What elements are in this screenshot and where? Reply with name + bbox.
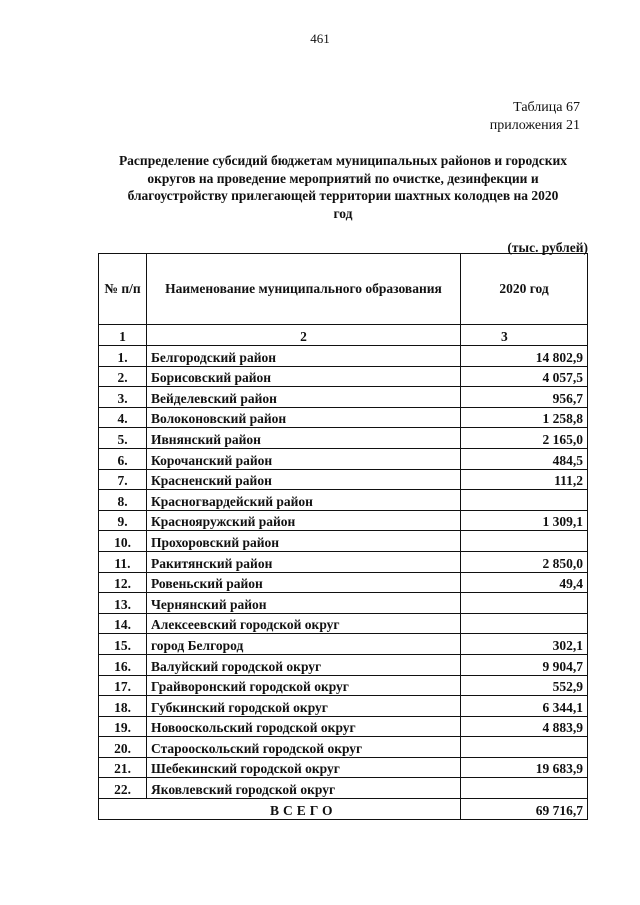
row-name: Старооскольский городской округ	[147, 737, 461, 758]
header-row	[99, 254, 588, 325]
row-number: 9.	[99, 510, 147, 531]
row-value: 9 904,7	[461, 654, 588, 675]
total-row	[99, 799, 588, 820]
header-year: 2020 год	[461, 254, 588, 325]
row-value: 2 165,0	[461, 428, 588, 449]
row-value: 552,9	[461, 675, 588, 696]
table-ref-line2: приложения 21	[489, 118, 580, 133]
document-title: Распределение субсидий бюджетам муниципальных районов и городских округов на проведение мероприятий по очистке, дезинфекции и благоустройству прилегающей территории шахтных колодцев на 2020 год	[118, 153, 568, 221]
table-row	[99, 346, 588, 367]
row-number: 5.	[99, 428, 147, 449]
column-index-row	[99, 325, 588, 346]
row-number: 2.	[99, 366, 147, 387]
header-num: № п/п	[99, 254, 147, 325]
row-name: город Белгород	[147, 634, 461, 655]
row-value: 49,4	[461, 572, 588, 593]
row-value: 1 258,8	[461, 407, 588, 428]
row-name: Белгородский район	[147, 346, 461, 367]
table-row	[99, 654, 588, 675]
row-number: 22.	[99, 778, 147, 799]
table-row	[99, 675, 588, 696]
row-number: 6.	[99, 448, 147, 469]
row-number: 19.	[99, 716, 147, 737]
table-row	[99, 387, 588, 408]
table-row	[99, 696, 588, 717]
row-name: Вейделевский район	[147, 387, 461, 408]
row-name: Грайворонский городской округ	[147, 675, 461, 696]
row-number: 13.	[99, 593, 147, 614]
row-number: 12.	[99, 572, 147, 593]
row-value: 1 309,1	[461, 510, 588, 531]
row-value: 4 883,9	[461, 716, 588, 737]
row-number: 4.	[99, 407, 147, 428]
row-value: 111,2	[461, 469, 588, 490]
table-row	[99, 551, 588, 572]
total-label: ВСЕГО	[147, 799, 461, 820]
row-number: 11.	[99, 551, 147, 572]
row-number: 15.	[99, 634, 147, 655]
table-ref-line1: Таблица 67	[513, 100, 580, 115]
row-name: Губкинский городской округ	[147, 696, 461, 717]
index-cell: 1	[99, 325, 147, 346]
header-name: Наименование муниципального образования	[147, 254, 461, 325]
row-name: Чернянский район	[147, 593, 461, 614]
row-number: 21.	[99, 757, 147, 778]
row-number: 1.	[99, 346, 147, 367]
row-name: Шебекинский городской округ	[147, 757, 461, 778]
row-name: Борисовский район	[147, 366, 461, 387]
row-number: 10.	[99, 531, 147, 552]
row-name: Алексеевский городской округ	[147, 613, 461, 634]
row-number: 8.	[99, 490, 147, 511]
table-row	[99, 593, 588, 614]
row-name: Краснояружский район	[147, 510, 461, 531]
row-value: 4 057,5	[461, 366, 588, 387]
table-row	[99, 407, 588, 428]
row-name: Красненский район	[147, 469, 461, 490]
table-row	[99, 448, 588, 469]
table-row	[99, 366, 588, 387]
row-number: 3.	[99, 387, 147, 408]
row-value	[461, 531, 588, 552]
row-value	[461, 613, 588, 634]
row-name: Валуйский городской округ	[147, 654, 461, 675]
table-row	[99, 469, 588, 490]
table-row	[99, 572, 588, 593]
subsidy-table	[98, 253, 588, 820]
table-row	[99, 778, 588, 799]
row-value: 302,1	[461, 634, 588, 655]
row-number: 14.	[99, 613, 147, 634]
total-value: 69 716,7	[461, 799, 588, 820]
table-row	[99, 531, 588, 552]
table-row	[99, 737, 588, 758]
row-name: Ивнянский район	[147, 428, 461, 449]
row-number: 20.	[99, 737, 147, 758]
row-number: 16.	[99, 654, 147, 675]
table-row	[99, 634, 588, 655]
table-row	[99, 428, 588, 449]
row-value: 2 850,0	[461, 551, 588, 572]
page-number: 461	[310, 31, 330, 46]
row-number: 18.	[99, 696, 147, 717]
row-value: 14 802,9	[461, 346, 588, 367]
table-row	[99, 613, 588, 634]
row-name: Корочанский район	[147, 448, 461, 469]
row-value: 6 344,1	[461, 696, 588, 717]
row-number: 17.	[99, 675, 147, 696]
row-name: Новооскольский городской округ	[147, 716, 461, 737]
units-label: (тыс. рублей)	[507, 240, 588, 255]
index-cell: 2	[147, 325, 461, 346]
row-name: Яковлевский городской округ	[147, 778, 461, 799]
table-row	[99, 490, 588, 511]
row-value	[461, 778, 588, 799]
row-name: Ровеньский район	[147, 572, 461, 593]
row-value	[461, 737, 588, 758]
table-row	[99, 757, 588, 778]
row-name: Красногвардейский район	[147, 490, 461, 511]
table-row	[99, 716, 588, 737]
row-name: Ракитянский район	[147, 551, 461, 572]
table-row	[99, 510, 588, 531]
index-cell: 3	[461, 325, 588, 346]
row-value: 484,5	[461, 448, 588, 469]
row-name: Прохоровский район	[147, 531, 461, 552]
row-value	[461, 490, 588, 511]
row-number: 7.	[99, 469, 147, 490]
row-value: 956,7	[461, 387, 588, 408]
row-value	[461, 593, 588, 614]
table-reference	[490, 99, 580, 135]
row-value: 19 683,9	[461, 757, 588, 778]
total-empty-cell	[99, 799, 147, 820]
row-name: Волоконовский район	[147, 407, 461, 428]
